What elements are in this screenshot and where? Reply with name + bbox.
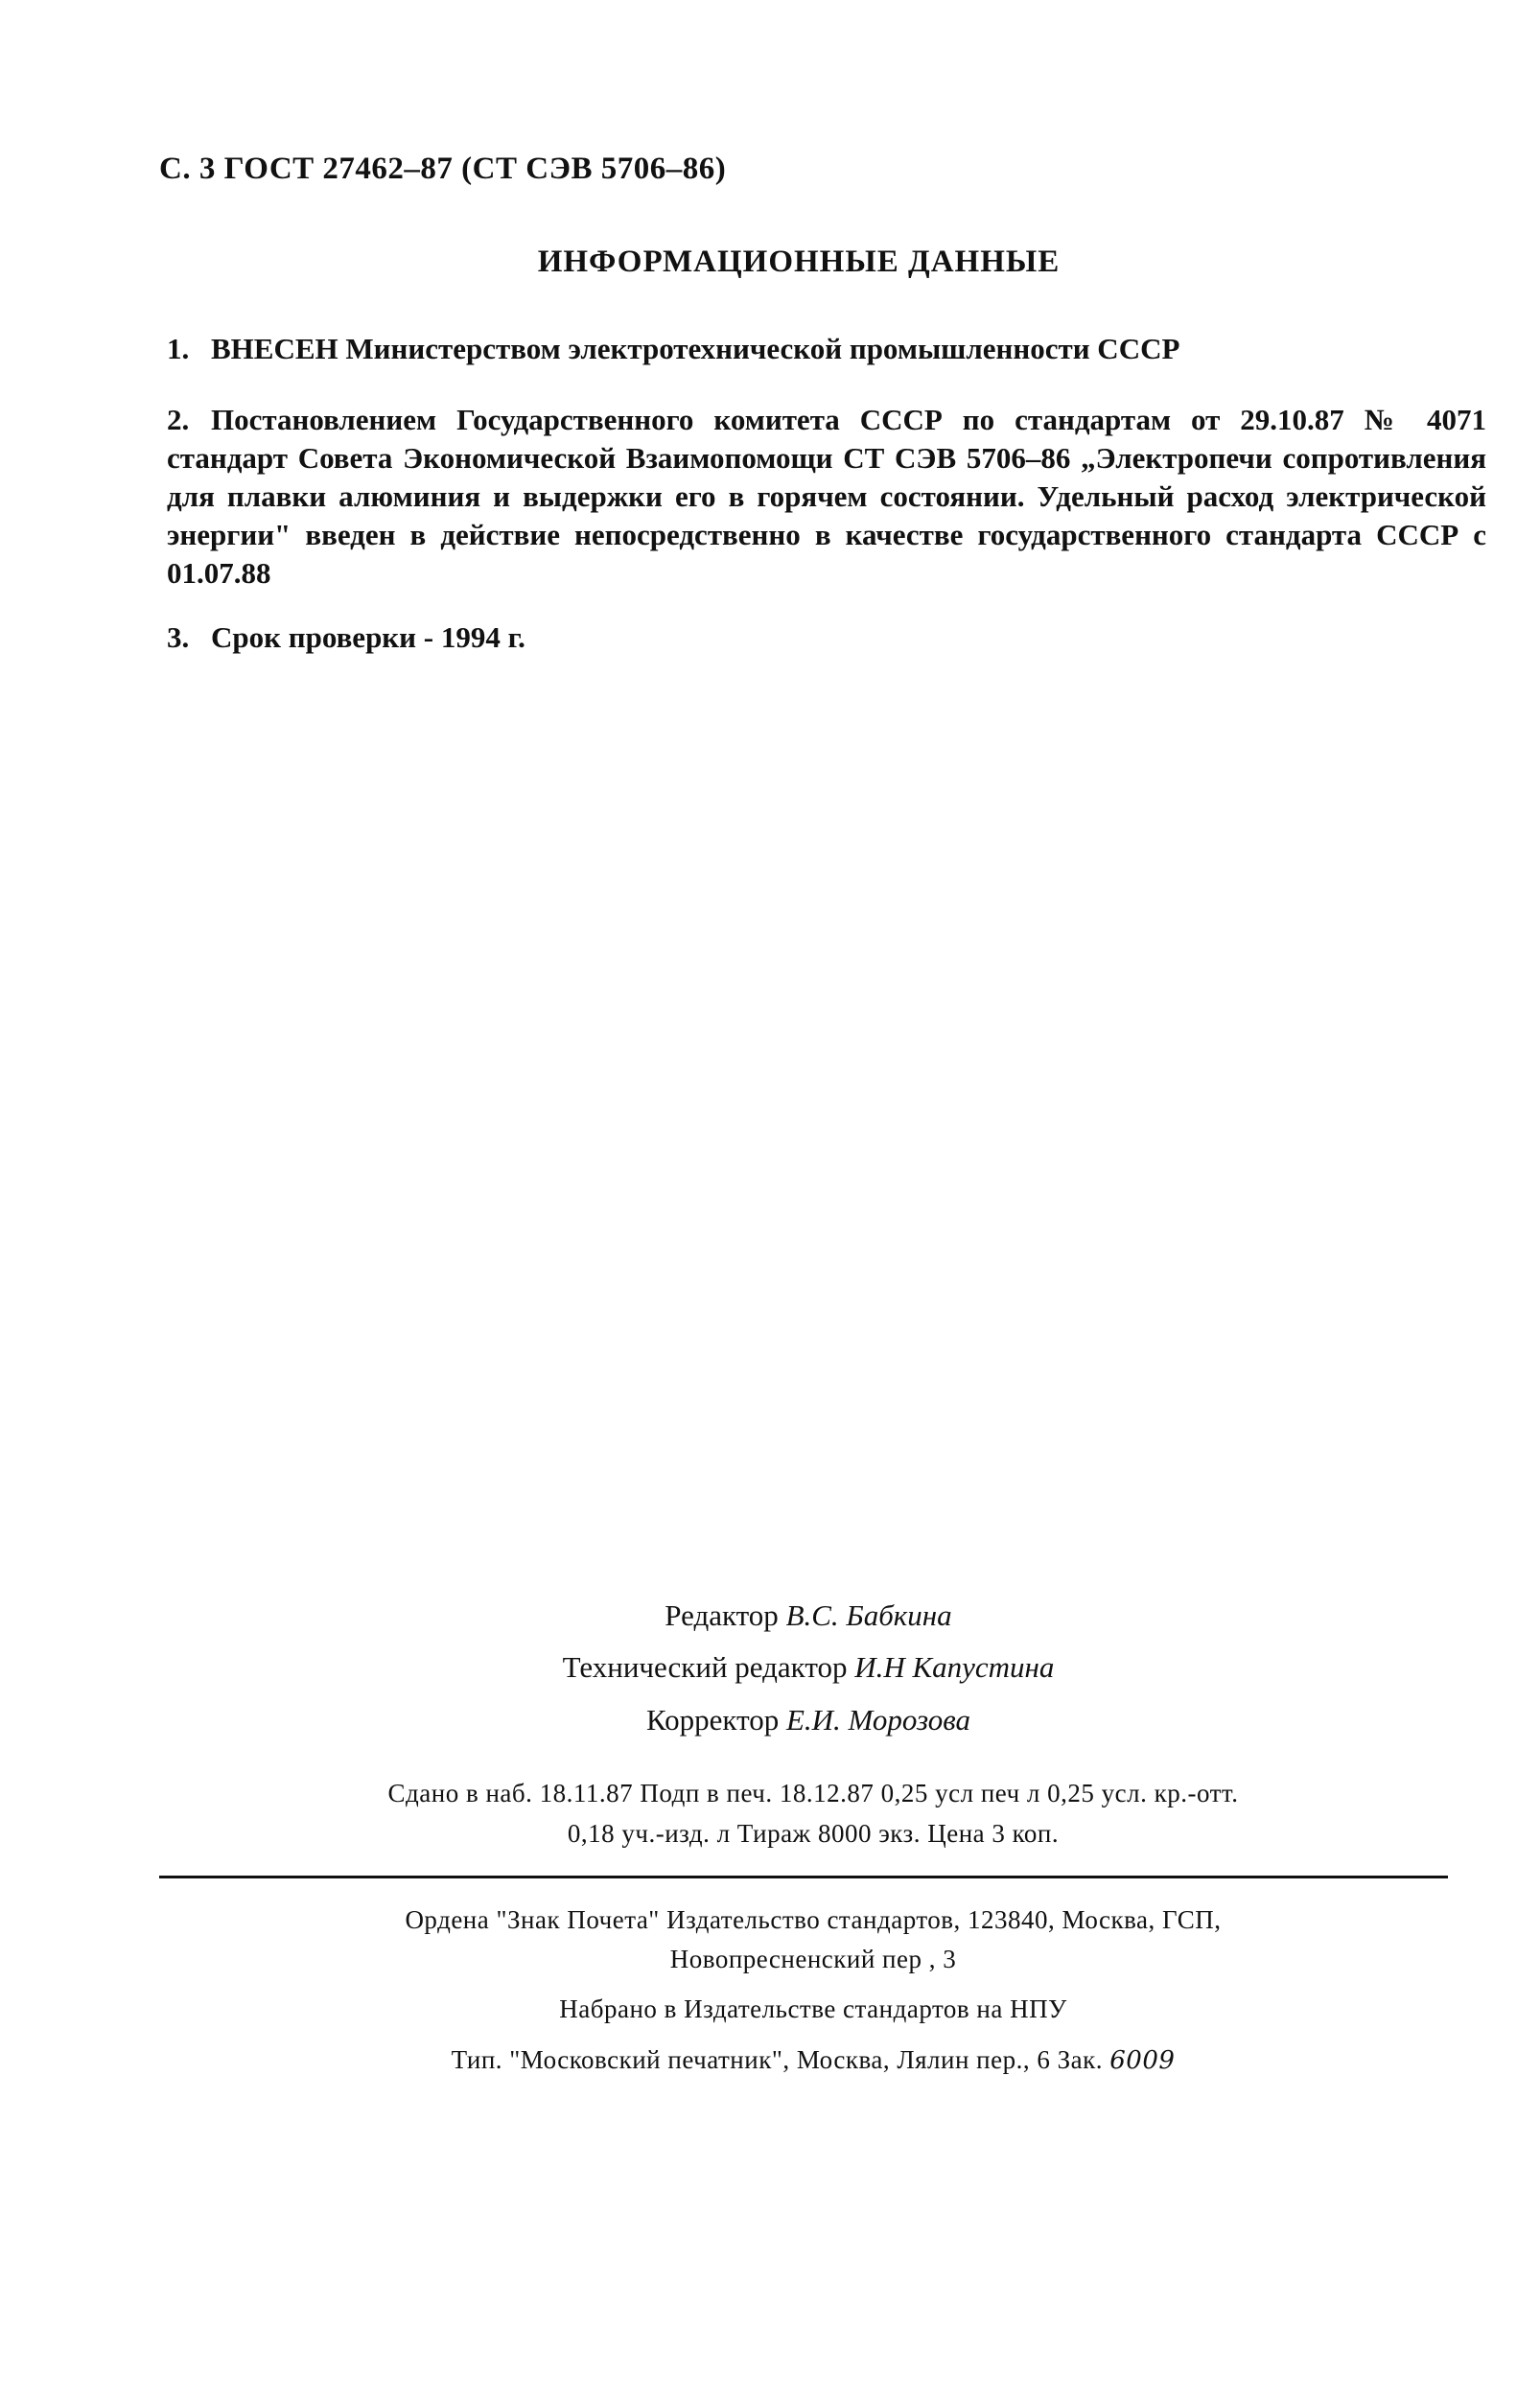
page-header: С. 3 ГОСТ 27462–87 (СТ СЭВ 5706–86) (159, 152, 727, 186)
info-item-2 (167, 401, 1486, 593)
corrector-name: Е.И. Морозова (785, 1703, 970, 1737)
print-details-line-1: Сдано в наб. 18.11.87 Подп в печ. 18.12.87 0,25 усл печ л 0,25 усл. кр.-отт. (387, 1779, 1239, 1807)
divider-rule (159, 1876, 1448, 1878)
section-title: ИНФОРМАЦИОННЫЕ ДАННЫЕ (537, 245, 1061, 279)
item-number: 1. (167, 332, 190, 365)
info-item-3 (167, 618, 1486, 657)
editor-name: В.С. Бабкина (785, 1598, 952, 1632)
info-item-1 (167, 330, 1486, 368)
item-number: 2. (167, 403, 190, 436)
typeset-line: Набрано в Издательстве стандартов на НПУ (559, 1994, 1067, 2023)
corrector-label: Корректор (646, 1703, 780, 1737)
publisher-line-1: Ордена "Знак Почета" Издательство стандартов, 123840, Москва, ГСП, (405, 1905, 1222, 1934)
item-text: ВНЕСЕН Министерством электротехнической промышленности СССР (211, 332, 1180, 365)
publisher-line-2: Новопресненский пер , 3 (669, 1945, 957, 1973)
tech-editor-name: И.Н Капустина (854, 1650, 1055, 1684)
print-details-line-2: 0,18 уч.-изд. л Тираж 8000 экз. Цена 3 коп. (567, 1819, 1060, 1848)
tech-editor-label: Технический редактор (562, 1650, 848, 1684)
corrector-credit (0, 1703, 1540, 1737)
order-number: 6009 (1109, 2046, 1176, 2075)
editor-credit (0, 1598, 1540, 1633)
item-text: Срок проверки - 1994 г. (211, 620, 525, 654)
printer-line (0, 2045, 1540, 2075)
editor-label: Редактор (665, 1598, 779, 1632)
tech-editor-credit (0, 1650, 1540, 1685)
item-text: Постановлением Государственного комитета СССР по стандартам от 29.10.87 № 4071 стандарт Совета Экономической Взаимопомощи СТ СЭВ 5706–86 „Электропечи сопротивления для плавки алюминия и выдержки его в горячем состоянии. Удельный расход электрической энергии" введен в действие непосредственно в качестве государственного стандарта СССР с 01.07.88 (167, 403, 1486, 590)
item-number: 3. (167, 620, 190, 654)
printer-text: Тип. "Московский печатник", Москва, Лялин пер., 6 Зак. (451, 2045, 1103, 2074)
